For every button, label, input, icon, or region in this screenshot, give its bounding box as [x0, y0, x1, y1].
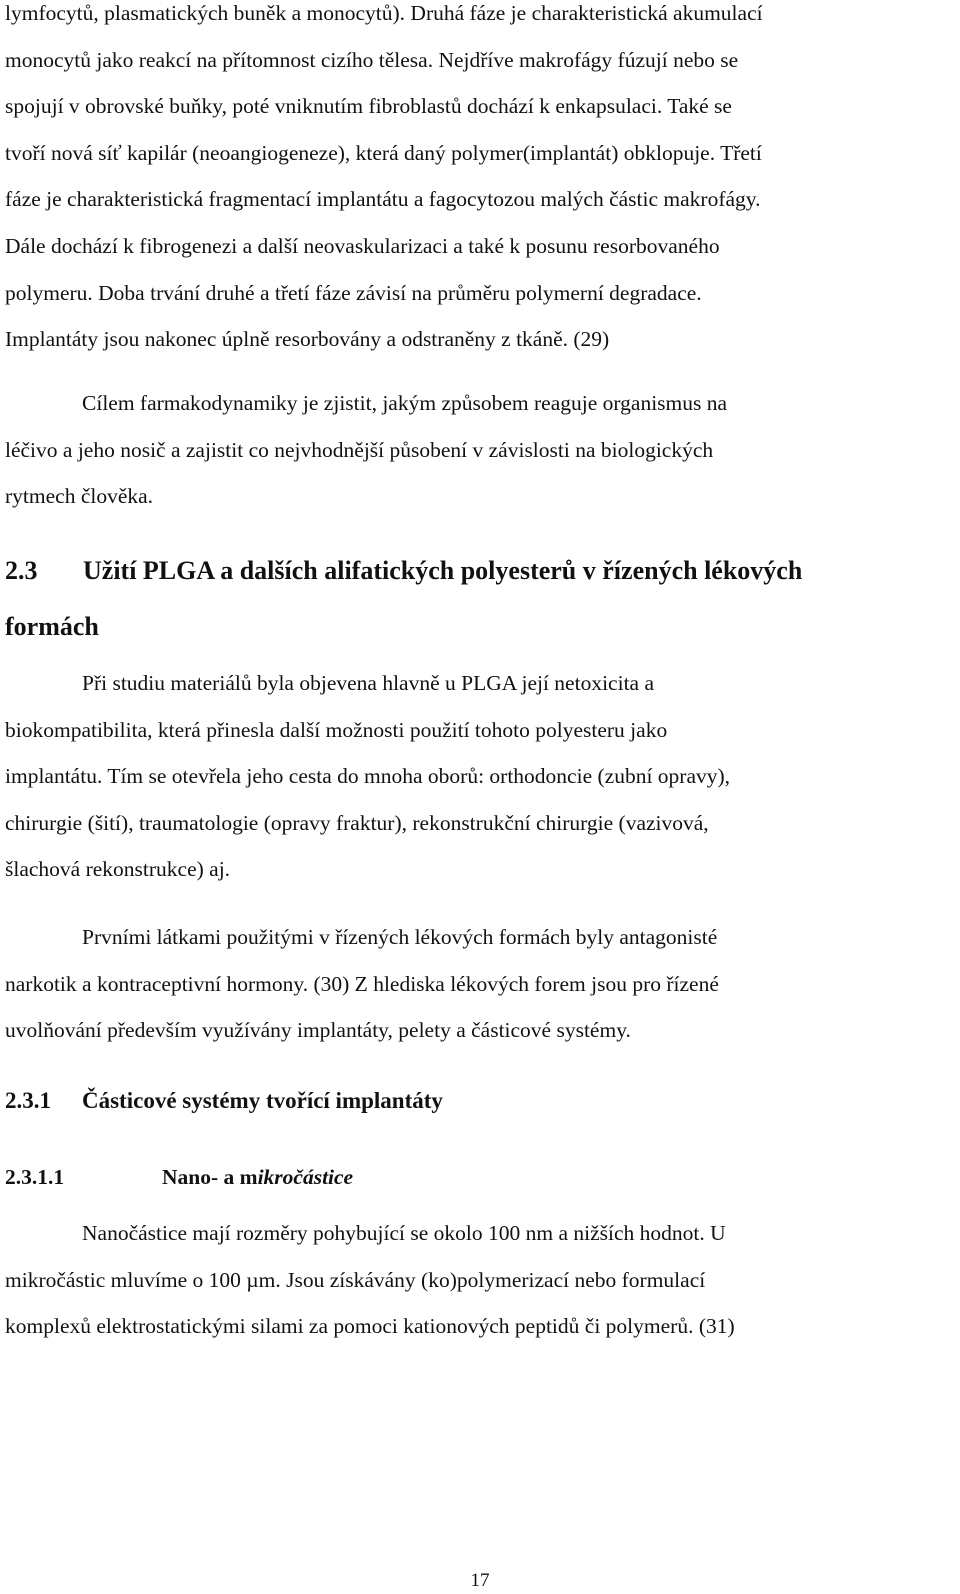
- text-line: šlachová rekonstrukce) aj.: [5, 857, 231, 882]
- paragraph-2: [5, 380, 727, 520]
- section-title-continued: formách: [5, 612, 99, 641]
- text-line: mikročástic mluvíme o 100 µm. Jsou získávány (ko)polymerizací nebo formulací: [5, 1267, 706, 1292]
- text-line: spojují v obrovské buňky, poté vniknutím fibroblastů dochází k enkapsulaci. Také se: [5, 94, 732, 119]
- text-line: monocytů jako reakcí na přítomnost cizího tělesa. Nejdříve makrofágy fúzují nebo se: [5, 47, 739, 72]
- section-title: Částicové systémy tvořící implantáty: [82, 1088, 443, 1113]
- text-line: polymeru. Doba trvání druhé a třetí fáze závisí na průměru polymerní degradace.: [5, 280, 702, 305]
- paragraph-3: [5, 660, 730, 893]
- page-number: 17: [470, 1570, 490, 1591]
- text-line: narkotik a kontraceptivní hormony. (30) Z hlediska lékových forem jsou pro řízené: [5, 971, 719, 996]
- text-line: Cílem farmakodynamiky je zjistit, jakým způsobem reaguje organismus na: [82, 391, 728, 415]
- text-line: fáze je charakteristická fragmentací implantátu a fagocytozou malých částic makrofágy.: [5, 187, 761, 212]
- section-title-italic: ikročástice: [257, 1165, 354, 1189]
- section-number: 2.3: [5, 556, 38, 585]
- text-line: implantátu. Tím se otevřela jeho cesta do mnoha oborů: orthodoncie (zubní opravy),: [5, 764, 731, 789]
- text-line: tvoří nová síť kapilár (neoangiogeneze), která daný polymer(implantát) obklopuje. Třetí: [5, 140, 762, 165]
- text-line: chirurgie (šití), traumatologie (opravy fraktur), rekonstrukční chirurgie (vazivová,: [5, 810, 709, 835]
- section-heading-2-3-1-1: [5, 1165, 353, 1190]
- section-title: Nano- a m: [162, 1165, 258, 1189]
- section-number: 2.3.1.1: [5, 1165, 65, 1189]
- text-line: komplexů elektrostatickými silami za pomoci kationových peptidů či polymerů. (31): [5, 1314, 735, 1339]
- text-line: Dále dochází k fibrogenezi a další neovaskularizaci a také k posunu resorbovaného: [5, 233, 720, 258]
- text-line: uvolňování především využívány implantáty, pelety a částicové systémy.: [5, 1018, 631, 1043]
- text-line: Při studiu materiálů byla objevena hlavně u PLGA její netoxicita a: [82, 671, 654, 695]
- section-heading-2-3-1: [5, 1088, 443, 1114]
- text-line: Nanočástice mají rozměry pohybující se okolo 100 nm a nižších hodnot. U: [82, 1221, 726, 1245]
- paragraph-4: [5, 914, 719, 1054]
- text-line: Implantáty jsou nakonec úplně resorbovány a odstraněny z tkáně. (29): [5, 327, 610, 352]
- text-line: léčivo a jeho nosič a zajistit co nejvhodnější působení v závislosti na biologických: [5, 437, 714, 462]
- text-line: Prvními látkami použitými v řízených lékových formách byly antagonisté: [82, 925, 718, 949]
- paragraph-5: [5, 1210, 735, 1350]
- section-title: Užití PLGA a dalších alifatických polyesterů v řízených lékových: [83, 556, 803, 585]
- text-line: biokompatibilita, která přinesla další možnosti použití tohoto polyesteru jako: [5, 717, 668, 742]
- section-heading-2-3: [5, 543, 802, 655]
- paragraph-1: [5, 0, 763, 363]
- text-line: rytmech člověka.: [5, 484, 154, 509]
- section-number: 2.3.1: [5, 1088, 51, 1113]
- text-line: lymfocytů, plasmatických buněk a monocytů). Druhá fáze je charakteristická akumulací: [5, 1, 763, 25]
